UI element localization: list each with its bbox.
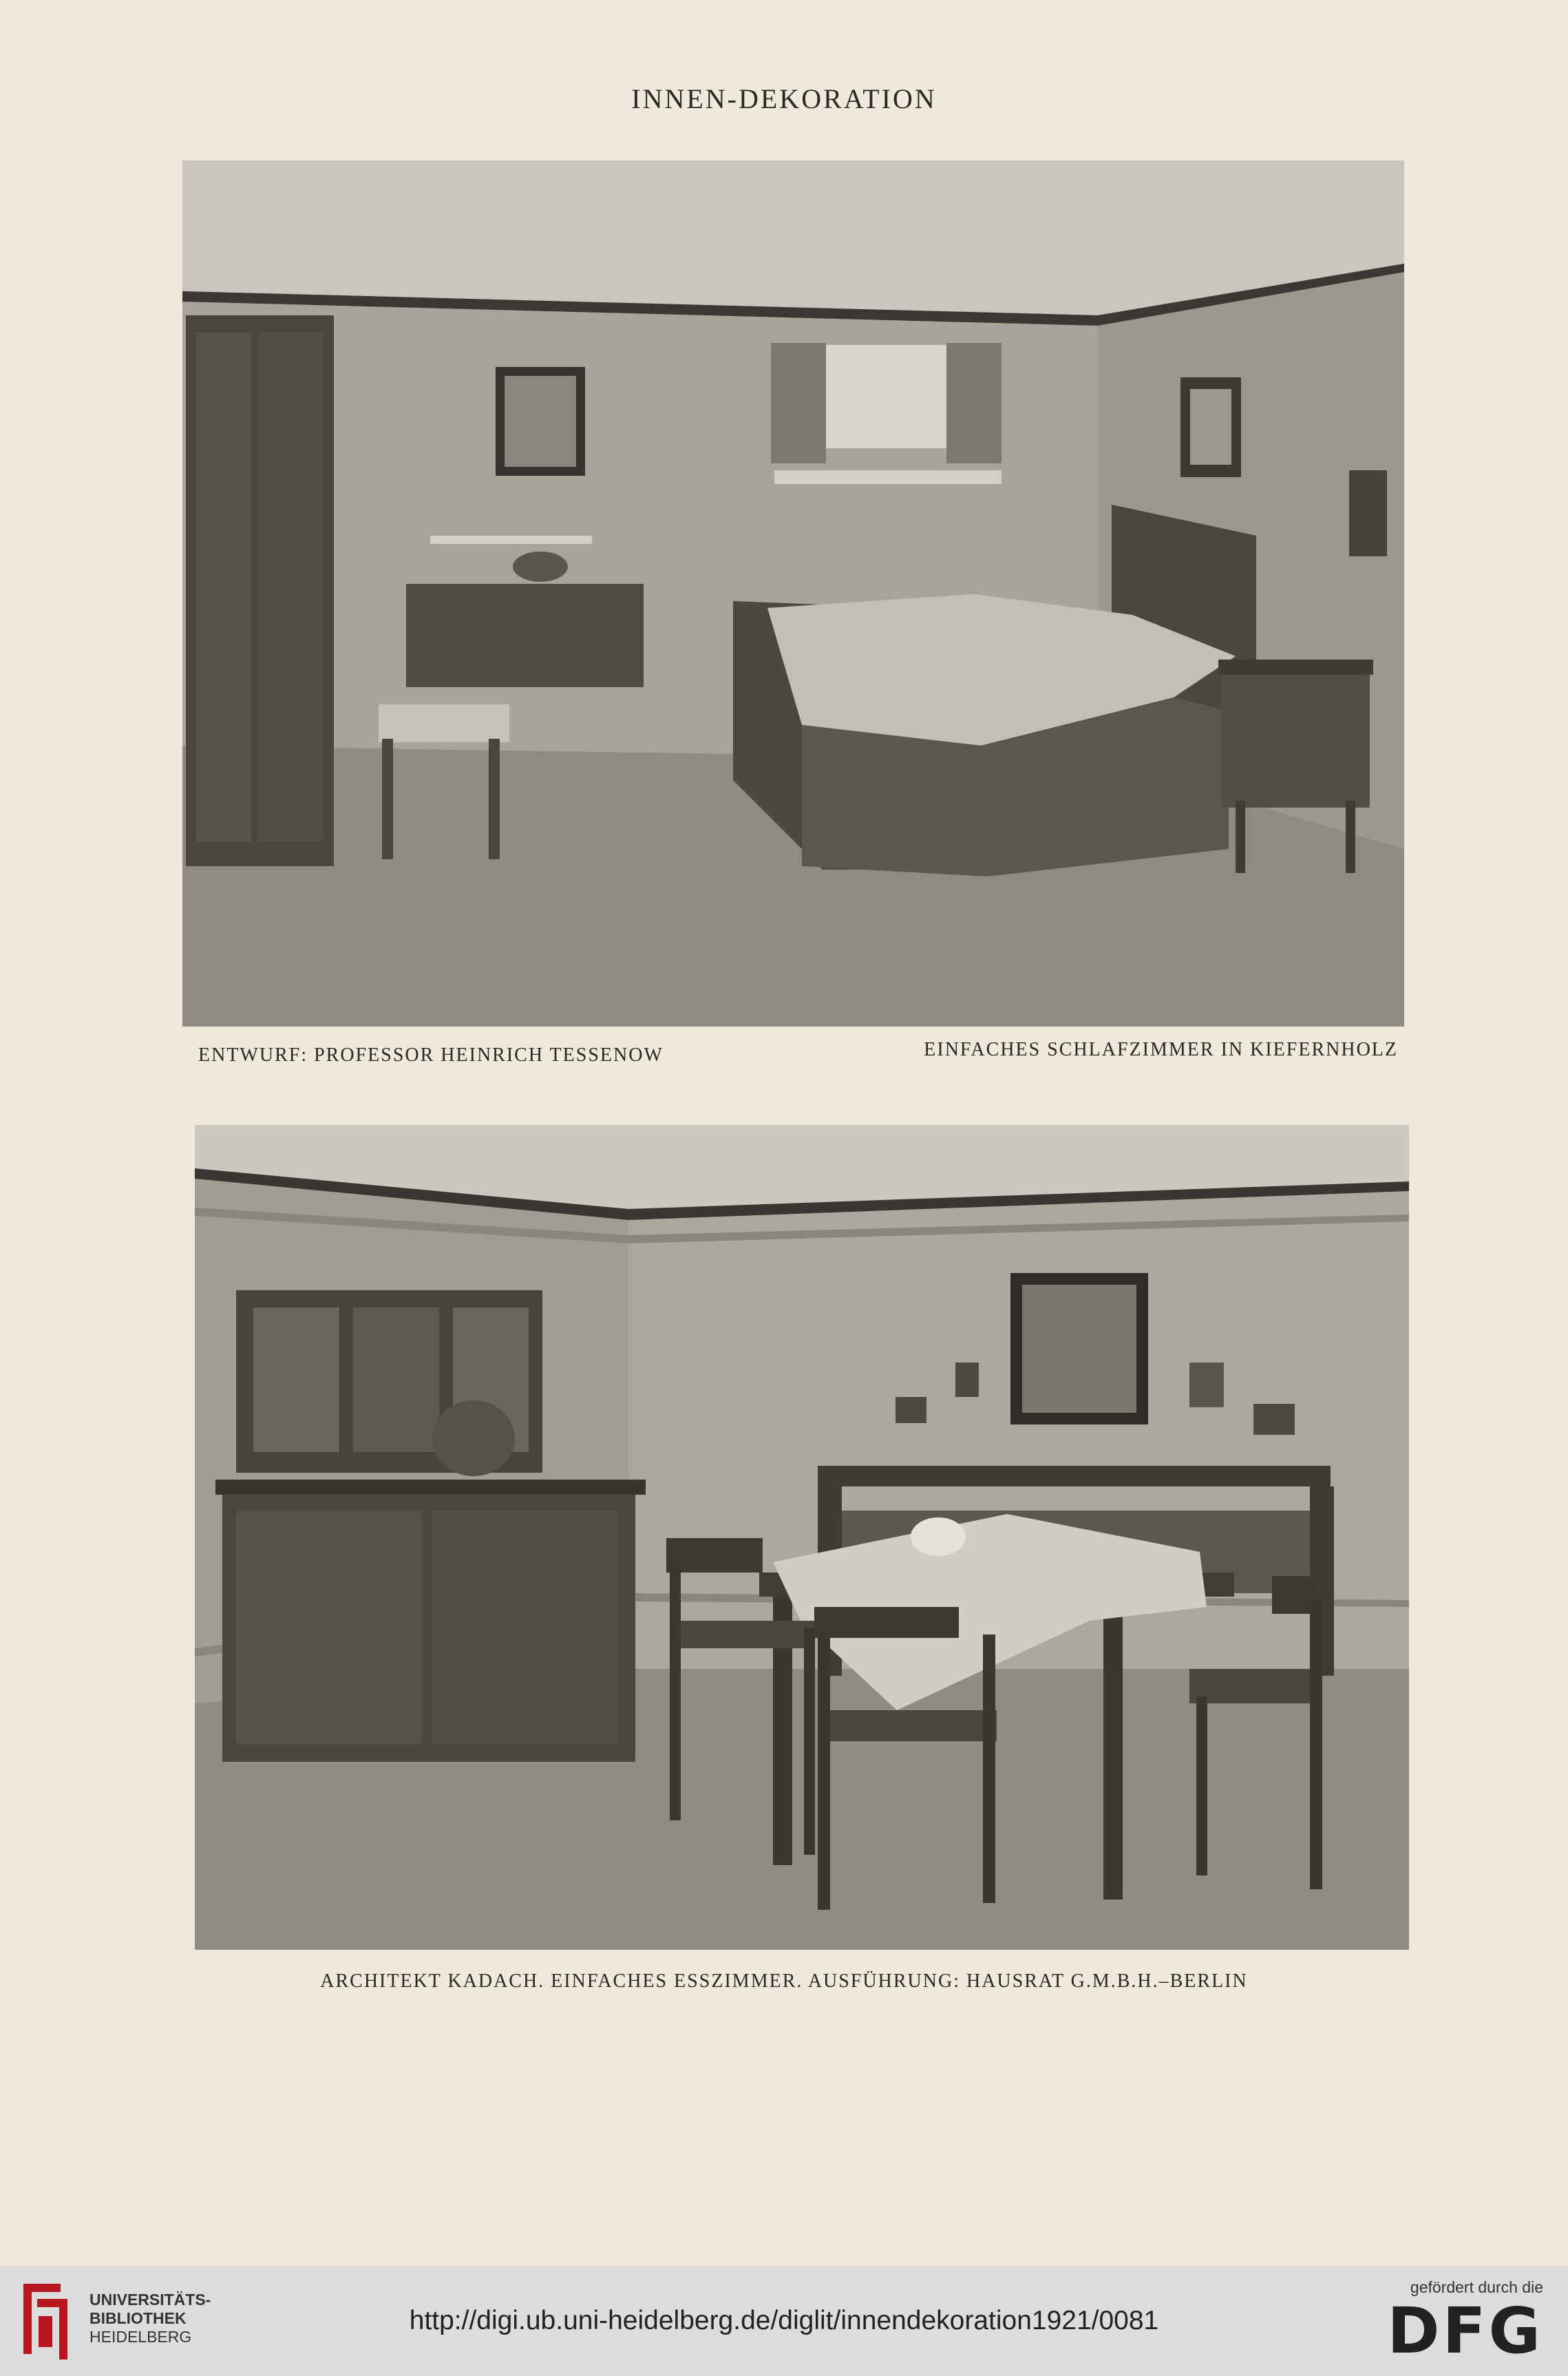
library-name-line3: HEIDELBERG — [89, 2328, 192, 2346]
funding-notice — [1344, 2278, 1543, 2366]
bedroom-designer-caption: ENTWURF: PROFESSOR HEINRICH TESSENOW — [198, 1044, 664, 1066]
bedroom-title-caption: EINFACHES SCHLAFZIMMER IN KIEFERNHOLZ — [924, 1039, 1398, 1060]
dining-room-photo — [195, 1125, 1409, 1950]
dfg-logo: DFG — [1387, 2294, 1543, 2368]
permalink-url[interactable]: http://digi.ub.uni-heidelberg.de/diglit/innendekoration1921/0081 — [409, 2306, 1159, 2335]
digitization-footer — [0, 2266, 1568, 2376]
funding-note: gefördert durch die — [1410, 2278, 1543, 2296]
library-name-line2: BIBLIOTHEK — [89, 2309, 187, 2327]
library-name-line1: UNIVERSITÄTS- — [89, 2291, 211, 2309]
dining-room-caption: ARCHITEKT KADACH. EINFACHES ESSZIMMER. AUSFÜHRUNG: HAUSRAT G.M.B.H.–BERLIN — [320, 1970, 1248, 1992]
bedroom-photo — [182, 160, 1404, 1027]
running-title: INNEN-DEKORATION — [631, 83, 937, 114]
